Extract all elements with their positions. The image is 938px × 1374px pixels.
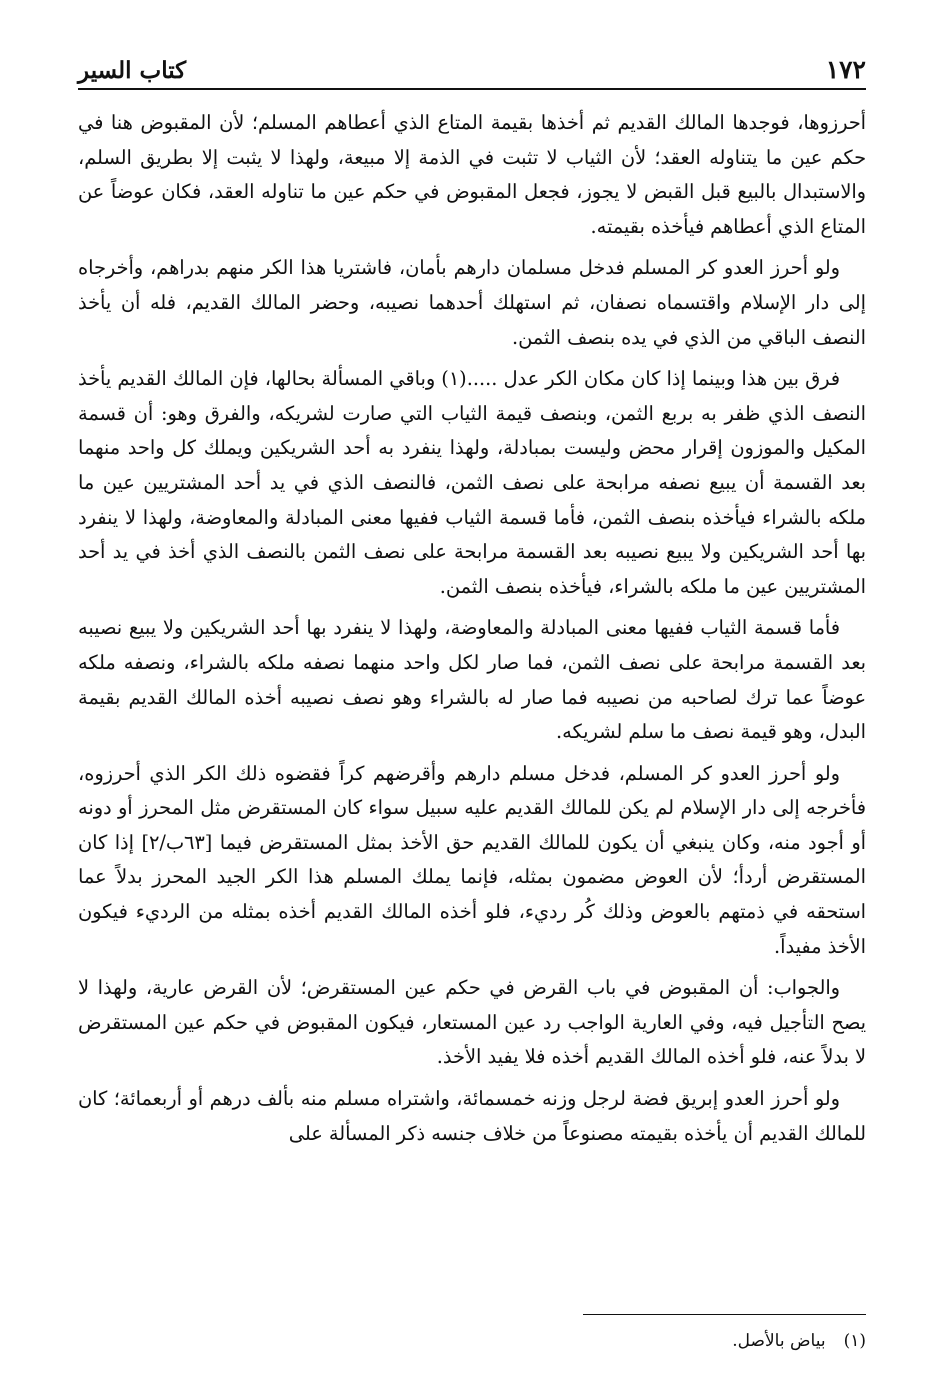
footnote-separator: [583, 1314, 866, 1315]
footnote: [78, 1327, 866, 1355]
paragraph: فرق بين هذا وبينما إذا كان مكان الكر عدل .....(١) وباقي المسألة بحالها، فإن المالك القديم يأخذ النصف الذي ظفر به بربع الثمن، وبنصف قيمة الثياب التي صارت لشريكه، والفرق وهو: أن قسمة المكيل والموزون إقرار محض وليست بمبادلة، ولهذا ينفرد به أحد الشريكين ويملك كل واحد منهما بعد القسمة أن يبيع نصفه مرابحة على نصف الثمن، فالنصف الذي في يد أحد المشتريين عين ما ملكه بالشراء فيأخذه بنصف الثمن، فأما قسمة الثياب ففيها معنى المبادلة والمعاوضة، ولهذا لا ينفرد بها أحد الشريكين ولا يبيع نصيبه بعد القسمة مرابحة على نصف الثمن بالنصف الذي أخذ في يد أحد المشتريين عين ما ملكه بالشراء، فيأخذه بنصف الثمن.: [78, 367, 866, 598]
paragraph: ولو أحرز العدو إبريق فضة لرجل وزنه خمسمائة، واشتراه مسلم منه بألف درهم أو أربعمائة؛ كان للمالك القديم أن يأخذه بقيمته مصنوعاً من خلاف جنسه ذكر المسألة على: [78, 1087, 866, 1145]
main-text: [78, 106, 866, 1158]
paragraph: أحرزوها، فوجدها المالك القديم ثم أخذها بقيمة المتاع الذي أعطاهم المسلم؛ لأن المقبوض هنا في حكم عين ما يتناوله العقد؛ لأن الثياب لا تثبت في الذمة إلا مبيعة، ولهذا لا يثبت إلا بطريق السلم، والاستبدال بالبيع قبل القبض لا يجوز، فجعل المقبوض في حكم عين ما تناوله العقد، فكان عوضاً عن المتاع الذي أعطاهم فيأخذه بقيمته.: [78, 111, 866, 238]
footnote-text: بياض بالأصل.: [732, 1331, 826, 1351]
book-title: كتاب السير: [78, 57, 187, 84]
paragraph: فأما قسمة الثياب ففيها معنى المبادلة والمعاوضة، ولهذا لا ينفرد بها أحد الشريكين ولا يبيع نصيبه بعد القسمة مرابحة على نصف الثمن، فما صار لكل واحد منهما نصفه ملكه بالشراء، ونصفه ملكه عوضاً عما ترك لصاحبه من نصيبه فما صار له بالشراء وهو نصف نصيبه أخذه المالك القديم بقيمة البدل، وهو قيمة نصف ما سلم لشريكه.: [78, 616, 866, 744]
paragraph: ولو أحرز العدو كر المسلم، فدخل مسلم دارهم وأقرضهم كراً فقضوه ذلك الكر الذي أحرزوه، فأخرجه إلى دار الإسلام لم يكن للمالك القديم عليه سبيل سواء كان المستقرض مثل المحرز أو دونه أو أجود منه، وكان ينبغي أن يكون للمالك القديم حق الأخذ بمثل المستقرض فيما [٦٣ب/٢] إذا كان المستقرض أردأ؛ لأن العوض مضمون بمثله، فإنما يملك المسلم هذا الكر الجيد المحرز بدلاً عما استحقه في ذمتهم بالعوض وذلك كُر رديء، فلو أخذه المالك القديم أخذه بمثله من الرديء فيكون الأخذ مفيداً.: [78, 761, 866, 958]
footnote-number: (١): [843, 1331, 866, 1351]
paragraph: والجواب: أن المقبوض في باب القرض في حكم عين المستقرض؛ لأن القرض عارية، ولهذا لا يصح التأجيل فيه، وفي العارية الواجب رد عين المستعار، فيكون المقبوض في حكم عين المستقرض لا بدلاً عنه، فلو أخذه المالك القديم أخذه فلا يفيد الأخذ.: [78, 976, 866, 1069]
book-page: [78, 44, 866, 1351]
page-number: ١٧٢: [825, 55, 866, 84]
paragraph: ولو أحرز العدو كر المسلم فدخل مسلمان دارهم بأمان، فاشتريا هذا الكر منهم بدراهم، وأخرجاه إلى دار الإسلام واقتسماه نصفان، ثم استهلك أحدهما نصيبه، وحضر المالك القديم، فله أن يأخذ النصف الباقي من الذي في يده بنصف الثمن.: [78, 256, 866, 349]
running-header: [78, 44, 866, 90]
